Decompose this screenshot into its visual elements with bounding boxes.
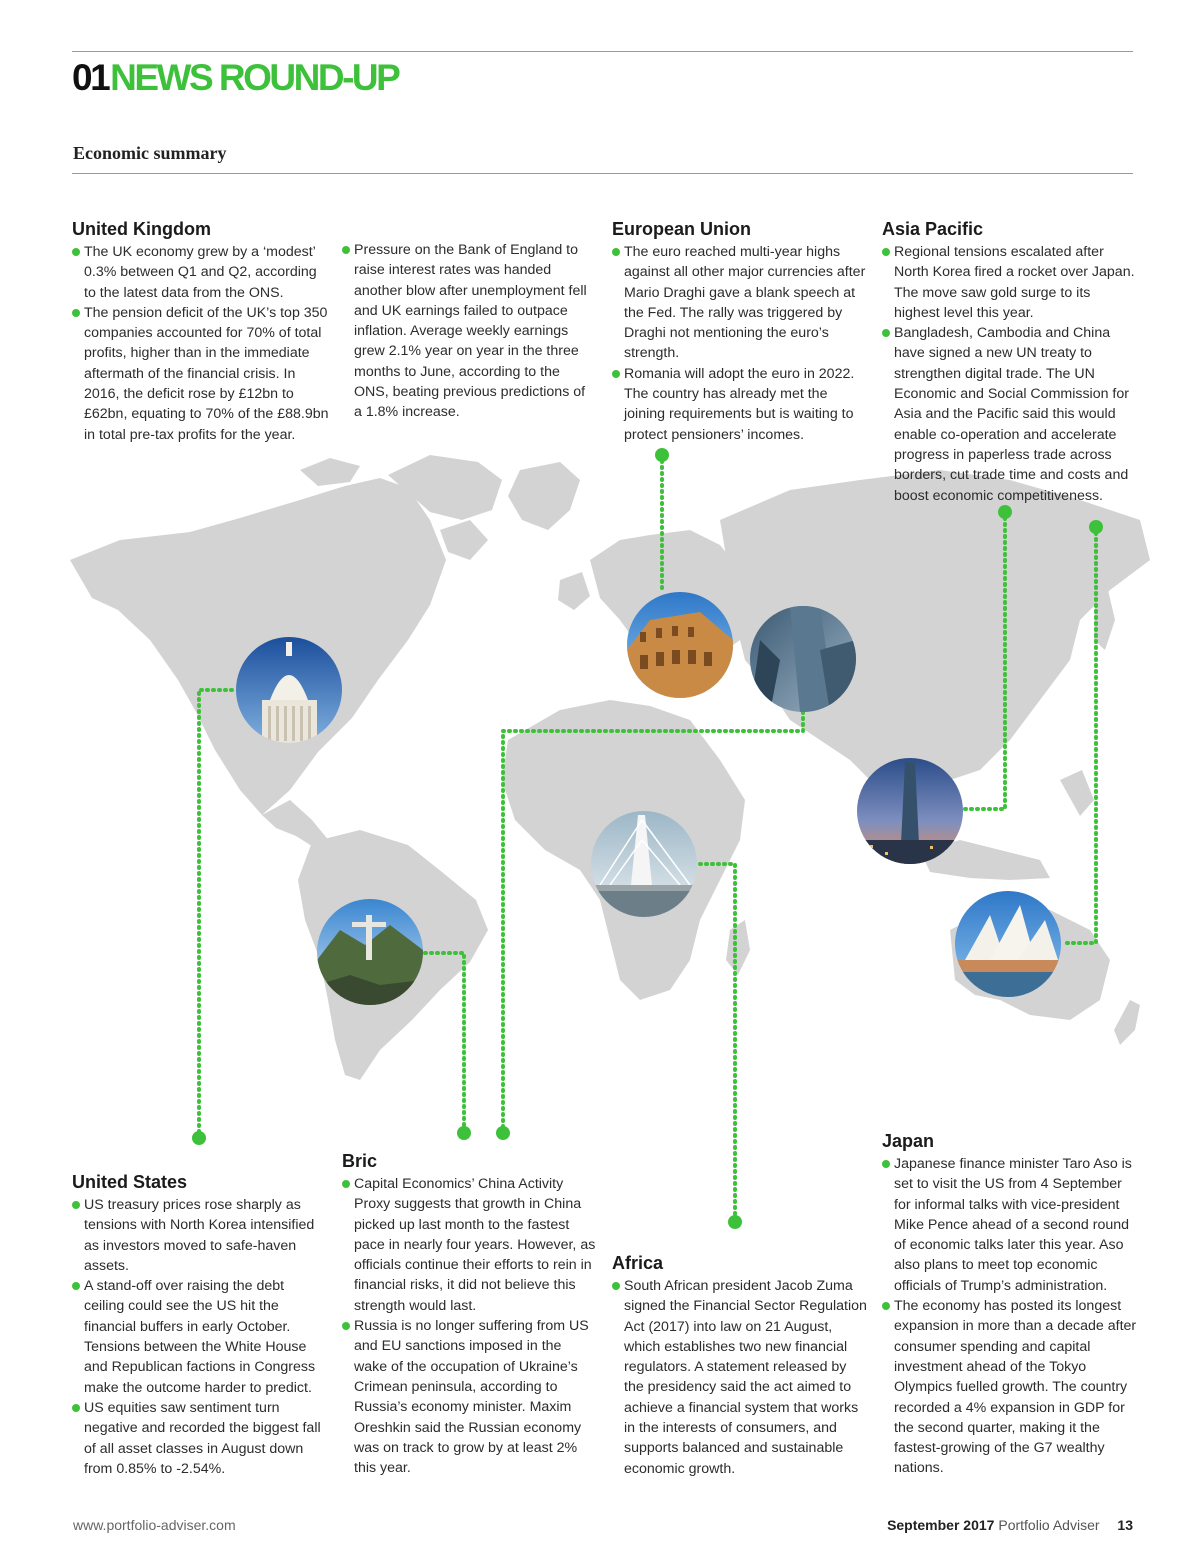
uk-section-continued xyxy=(342,240,594,423)
japan-heading: Japan xyxy=(882,1131,935,1151)
sydney-opera-photo xyxy=(955,891,1061,997)
bric-bullet-2: Russia is no longer suffering from US and EU sanctions imposed in the wake of the occupation of Ukraine’s Crimean peninsula, according to Russia’s economy minister. Maxim Oreshkin said the Russian economy was on track to grow by at least 2% this year. xyxy=(342,1316,598,1478)
us-bullet-3: US equities saw sentiment turn negative and recorded the biggest fall of all asset classes in August down from 0.85% to -2.54%. xyxy=(72,1398,328,1479)
moscow-tower-photo xyxy=(750,606,856,712)
section-number: 01 xyxy=(72,57,109,98)
bric-heading: Bric xyxy=(342,1151,378,1171)
africa-bullet-1: South African president Jacob Zuma signed the Financial Sector Regulation Act (2017) into law on 21 August, which establishes two new financial regulators. A statement released by the presidency said the act aimed to achieve a financial system that works in the interests of consumers, and supports balanced and sustainable economic growth. xyxy=(612,1276,867,1479)
bric-section xyxy=(342,1151,598,1478)
us-heading: United States xyxy=(72,1172,188,1192)
connector-africa xyxy=(700,864,735,1222)
africa-section xyxy=(612,1253,867,1479)
uk-bullet-3: Pressure on the Bank of England to raise interest rates was handed another blow after unemployment fell and UK earnings failed to outpace inflation. Average weekly earnings grew 2.1% year on year in the three months to June, according to the ONS, beating previous predictions of a 1.8% increase. xyxy=(342,240,594,423)
uk-bullet-1: The UK economy grew by a ‘modest’ 0.3% between Q1 and Q2, according to the latest data from the ONS. xyxy=(72,242,332,303)
eu-section xyxy=(612,219,867,445)
eu-bullet-2: Romania will adopt the euro in 2022. The country has already met the joining requirements but is waiting to protect pensioners’ incomes. xyxy=(612,364,867,445)
us-section xyxy=(72,1172,328,1479)
africa-heading: Africa xyxy=(612,1253,664,1273)
japan-bullet-2: The economy has posted its longest expansion in more than a decade after consumer spending and capital investment ahead of the Tokyo Olympics fuelled growth. The country recorded a 4% expansion in GDP for the second quarter, making it the fastest-growing of the G7 wealthy nations. xyxy=(882,1296,1140,1479)
footer-date: September 2017 xyxy=(887,1517,995,1533)
uk-section xyxy=(72,219,332,445)
uk-bullet-2: The pension deficit of the UK’s top 350 companies accounted for 70% of total profits, higher than in the immediate aftermath of the financial crisis. In 2016, the deficit rose by £12bn to £62bn, equating to 70% of the £88.9bn in total pre-tax profits for the year. xyxy=(72,303,332,445)
footer-website[interactable]: www.portfolio-adviser.com xyxy=(73,1517,236,1533)
japan-section xyxy=(882,1131,1140,1479)
eu-heading: European Union xyxy=(612,219,751,239)
page-number: 13 xyxy=(1117,1517,1133,1533)
colosseum-photo xyxy=(627,592,733,698)
asia-bullet-2: Bangladesh, Cambodia and China have signed a new UN treaty to strengthen digital trade. The UN Economic and Social Commission for Asia and the Pacific said this would enable co-operation and accelerate progress in paperless trade across borders, cut trade time and costs and boost economic competitiveness. xyxy=(882,323,1140,506)
christ-redeemer-photo xyxy=(317,899,423,1005)
lagos-bridge-photo xyxy=(591,811,697,917)
bric-bullet-1: Capital Economics’ China Activity Proxy suggests that growth in China picked up last month to the fastest pace in nearly four years. However, as officials continue their efforts to rein in financial risks, it did not believe this strength would last. xyxy=(342,1174,598,1316)
japan-bullet-1: Japanese finance minister Taro Aso is set to visit the US from 4 September for informal talks with vice-president Mike Pence ahead of a second round of economic talks later this year. Aso also plans to meet top economic officials of Trump’s administration. xyxy=(882,1154,1140,1296)
footer-folio xyxy=(887,1517,1133,1533)
us-bullet-2: A stand-off over raising the debt ceiling could see the US hit the financial buffers in early October. Tensions between the White House and Republican factions in Congress make the outcome harder to predict. xyxy=(72,1276,328,1398)
page-subtitle: Economic summary xyxy=(73,143,227,163)
us-bullet-1: US treasury prices rose sharply as tensions with North Korea intensified as investors moved to safe-haven assets. xyxy=(72,1195,328,1276)
asia-pacific-heading: Asia Pacific xyxy=(882,219,984,239)
asia-bullet-1: Regional tensions escalated after North Korea fired a rocket over Japan. The move saw gold surge to its highest level this year. xyxy=(882,242,1140,323)
footer-publication: Portfolio Adviser xyxy=(998,1517,1100,1533)
taipei-101-photo xyxy=(857,758,963,864)
eu-bullet-1: The euro reached multi-year highs against all other major currencies after Mario Draghi gave a blank speech at the Fed. The rally was triggered by Draghi not mentioning the euro’s strength. xyxy=(612,242,867,364)
uk-heading: United Kingdom xyxy=(72,219,211,239)
section-title: NEWS ROUND-UP xyxy=(110,57,399,98)
asia-pacific-section xyxy=(882,219,1140,506)
